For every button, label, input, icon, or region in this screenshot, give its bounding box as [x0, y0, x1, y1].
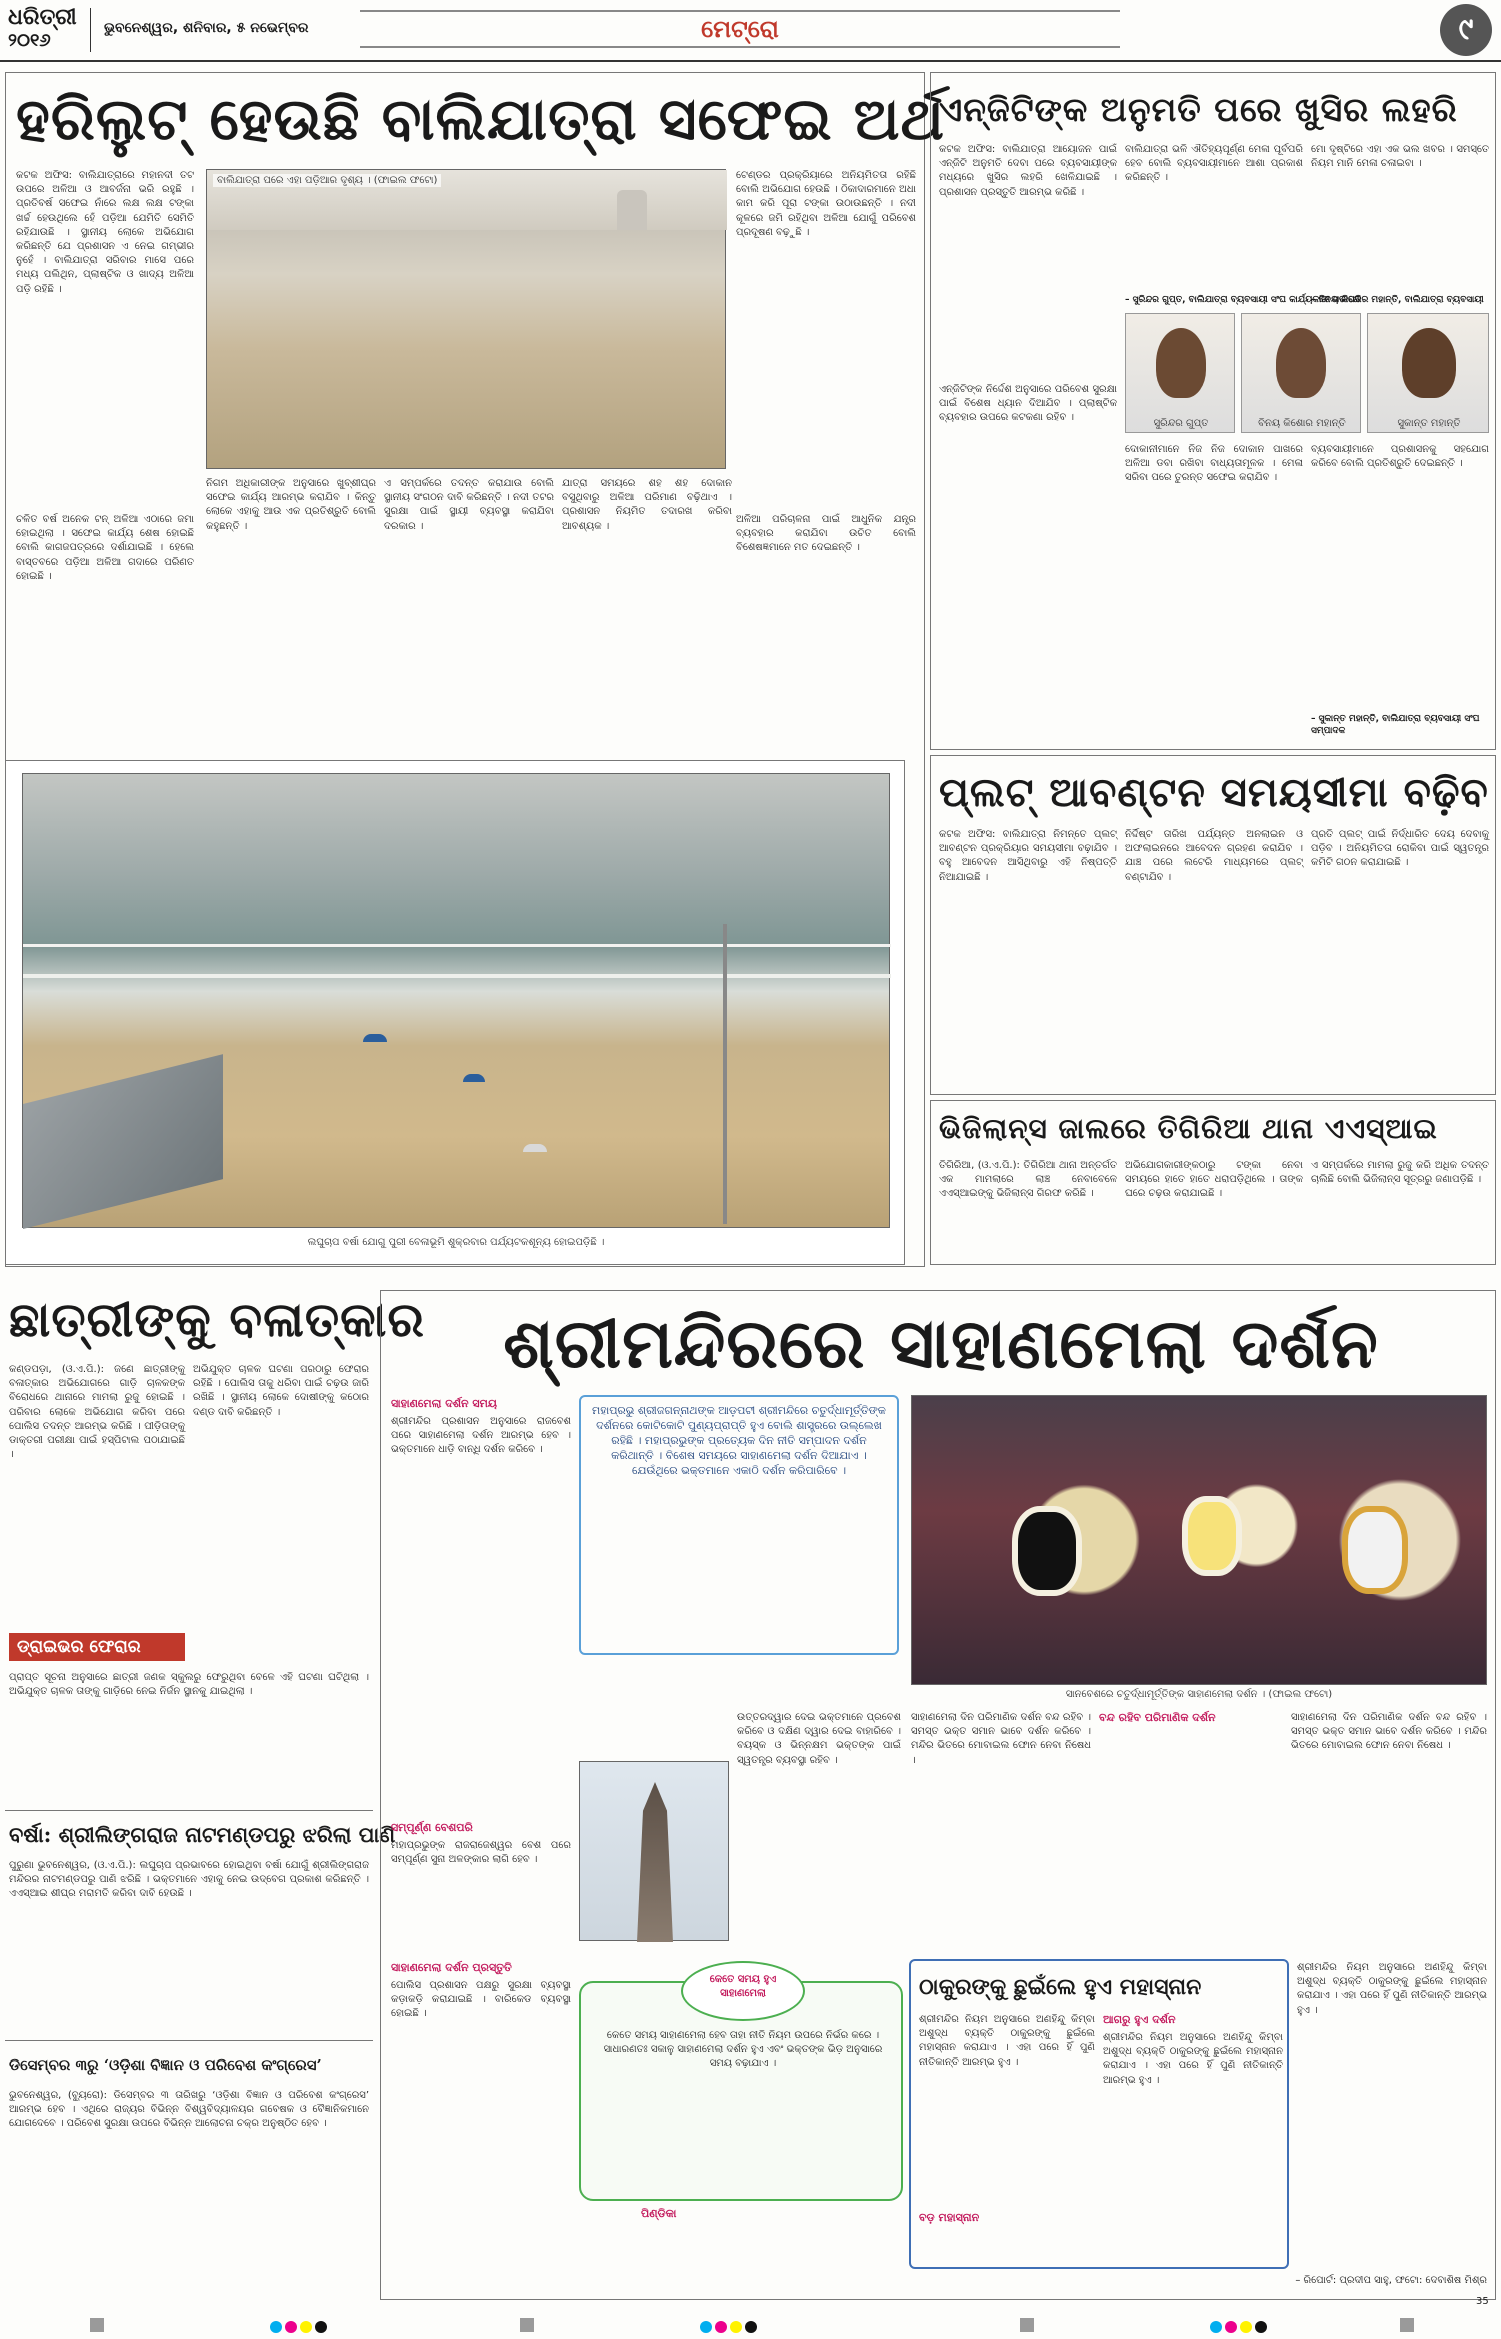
temple-deities-photo — [911, 1395, 1487, 1685]
print-registration-bar — [0, 2312, 1501, 2339]
black-dot-icon — [745, 2321, 757, 2333]
ngt-col2: ବାଲିଯାତ୍ରା ଭଳି ଐତିହ୍ୟପୂର୍ଣ୍ଣ ମେଳା ପୂର୍ବପରି ହେବ ବୋଲି ବ୍ୟବସାୟୀମାନେ ଆଶା ପ୍ରକାଶ କରିଛନ୍ତି । — [1125, 144, 1307, 184]
temple-left-col: ଶ୍ରୀମନ୍ଦିର ପ୍ରଶାସନ ଅନୁସାରେ ରାଜବେଶ ପରେ ସାହାଣମେଲା ଦର୍ଶନ ଆରମ୍ଭ ହେବ । ଭକ୍ତମାନେ ଧାଡ଼ି ବାନ୍ଧି ଦର୍ଶନ କରିବେ । — [391, 1416, 575, 1456]
lead-col4: ନିଗମ ଅଧିକାରୀଙ୍କ ଅନୁସାରେ ଖୁବ୍‌ଶୀଘ୍ର ସଫେଇ କାର୍ଯ୍ୟ ଆରମ୍ଭ କରାଯିବ । କିନ୍ତୁ ଲୋକେ ଏହାକୁ ଆଉ ଏକ ପ୍ରତିଶ୍ରୁତି ବୋଲି କହୁଛନ୍ତି । — [206, 478, 380, 532]
vigilance-headline: ଭିଜିଲାନ୍ସ ଜାଲରେ ତିଗିରିଆ ଥାନା ଏଏସ୍‌ଆଇ — [939, 1112, 1438, 1145]
congress-headline: ଡିସେମ୍ବର ୩ରୁ ‘ଓଡ଼ିଶା ବିଜ୍ଞାନ ଓ ପରିବେଶ କଂଗ୍ରେସ’ — [9, 2056, 322, 2074]
vigilance-col3: ଏ ସମ୍ପର୍କରେ ମାମଲା ରୁଜୁ କରି ଅଧିକ ତଦନ୍ତ ଚାଲିଛି ବୋଲି ଭିଜିଲାନ୍ସ ସୂତ୍ରରୁ ଜଣାପଡ଼ିଛି । — [1311, 1160, 1493, 1186]
temple-kicker-prep: ସାହାଣମେଲା ଦର୍ଶନ ପ୍ରସ୍ତୁତି — [391, 1961, 512, 1974]
lead-col2: ଟେଣ୍ଡର ପ୍ରକ୍ରିୟାରେ ଅନିୟମିତତା ରହିଛି ବୋଲି ଅଭିଯୋଗ ହେଉଛି । ଠିକାଦାରମାନେ ଅଧା କାମ କରି ପୂରା ଟଙ୍କା ଉଠାଉଛନ୍ତି । ନଦୀ କୂଳରେ ଜମି ରହିଥିବା ଅଳିଆ ଯୋଗୁଁ ପରିବେଶ ପ୍ରଦୂଷଣ ବଢ଼ୁଛି । — [736, 170, 920, 238]
mahasnana-headline: ଠାକୁରଙ୍କୁ ଛୁଇଁଲେ ହୁଏ ମହାସ୍ନାନ — [919, 1974, 1202, 2000]
temple-story — [380, 1290, 1496, 2300]
temple-kicker-pindika: ପିଣ୍ଡିକା — [641, 2207, 677, 2220]
temple-kicker-before: ଆଗରୁ ହୁଏ ଦର୍ଶନ — [1103, 2013, 1176, 2026]
ngt-col6: ବ୍ୟବସାୟୀମାନେ ପ୍ରଶାସନକୁ ସହଯୋଗ କରିବେ ବୋଲି ପ୍ରତିଶ୍ରୁତି ଦେଇଛନ୍ତି । — [1311, 444, 1493, 470]
deity-face-icon — [1182, 1496, 1242, 1576]
temple-left-col3: ପୋଲିସ ପ୍ରଶାସନ ପକ୍ଷରୁ ସୁରକ୍ଷା ବ୍ୟବସ୍ଥା କଡ଼ାକଡ଼ି କରାଯାଇଛି । ବାରିକେଡ ବ୍ୟବସ୍ଥା ହୋଇଛି । — [391, 1980, 575, 2020]
logo-text: ଧରିତ୍ରୀ — [8, 4, 77, 30]
masthead-divider — [90, 8, 91, 52]
temple-left-col2: ମହାପ୍ରଭୁଙ୍କ ରାଜରାଜେଶ୍ୱର ବେଶ ପରେ ସମ୍ପୂର୍ଣ୍ଣ ସୁନା ଅଳଙ୍କାର ଲାଗି ହେବ । — [391, 1840, 575, 1866]
logo-year: ୨୦୧୬ — [8, 30, 51, 51]
lead-col7: ଅଳିଆ ପରିଚାଳନା ପାଇଁ ଆଧୁନିକ ଯନ୍ତ୍ର ବ୍ୟବହାର କରାଯିବା ଉଚିତ ବୋଲି ବିଶେଷଜ୍ଞମାନେ ମତ ଦେଇଛନ୍ତି । — [736, 514, 920, 554]
temple-credit: – ରିପୋର୍ଟ: ପ୍ରଦୀପ ସାହୁ, ଫଟୋ: ଦେବାଶିଷ ମିଶ୍ର — [1295, 2275, 1487, 2286]
footer-folio: 35 — [1476, 2296, 1489, 2307]
gray-swatch — [520, 2318, 534, 2332]
vigilance-col2: ଅଭିଯୋଗକାରୀଙ୍କଠାରୁ ଟଙ୍କା ନେବା ସମୟରେ ହାତେ ହାତେ ଧରାପଡ଼ିଥିଲେ । ତାଙ୍କ ଘରେ ଚଢ଼ଉ କରାଯାଇଛି । — [1125, 1160, 1307, 1200]
rain-headline: ବର୍ଷା: ଶ୍ରୀଲିଙ୍ଗରାଜ ନାଟମଣ୍ଡପରୁ ଝରିଲା ପାଣି — [9, 1822, 396, 1847]
landfill-photo-caption: ବାଲିଯାତ୍ରା ପରେ ଏହା ପଡ଼ିଆର ଦୃଶ୍ୟ । (ଫାଇଲ ଫଟୋ) — [213, 174, 441, 187]
temple-right-col: ସାହାଣମେଲା ଦିନ ପରିମାଣିକ ଦର୍ଶନ ବନ୍ଦ ରହିବ । ସମସ୍ତ ଭକ୍ତ ସମାନ ଭାବେ ଦର୍ଶନ କରିବେ । ମନ୍ଦିର ଭିତରେ ମୋବାଇଲ ଫୋନ ନେବା ନିଷେଧ । — [911, 1712, 1095, 1766]
temple-photo-caption: ସାନବେଶରେ ଚତୁର୍ଦ୍ଧାମୂର୍ତ୍ତିଙ୍କ ସାହାଣମେଲା ଦର୍ଶନ । (ଫାଇଲ ଫଟୋ) — [1065, 1689, 1333, 1700]
ngt-col3: ମୋ ଦୃଷ୍ଟିରେ ଏହା ଏକ ଭଲ ଖବର । ସମସ୍ତେ ନିୟମ ମାନି ମେଳା ଚଳାଇବା । — [1311, 144, 1493, 170]
cyan-dot-icon — [1210, 2321, 1222, 2333]
avatar — [1402, 328, 1456, 398]
gray-swatch — [1400, 2318, 1414, 2332]
masthead-logo — [8, 4, 80, 56]
cyan-dot-icon — [700, 2321, 712, 2333]
ngt-col1: କଟକ ଅଫିସ: ବାଲିଯାତ୍ରା ଆୟୋଜନ ପାଇଁ ଏନ୍‌ଜିଟି ଅନୁମତି ଦେବା ପରେ ବ୍ୟବସାୟୀଙ୍କ ମଧ୍ୟରେ ଖୁସିର ଲହରି ଖେଳିଯାଇଛି । ପ୍ରଶାସନ ପ୍ରସ୍ତୁତି ଆରମ୍ଭ କରିଛି । — [939, 144, 1121, 198]
portrait-1 — [1125, 313, 1235, 433]
landfill-photo — [206, 169, 726, 469]
ngt-story — [930, 72, 1496, 750]
dateline: ଭୁବନେଶ୍ୱର, ଶନିବାର, ୫ ନଭେମ୍ବର — [104, 20, 309, 36]
temple-mid-col: ଉତ୍ତରଦ୍ୱାର ଦେଇ ଭକ୍ତମାନେ ପ୍ରବେଶ କରିବେ ଓ ଦକ୍ଷିଣ ଦ୍ୱାର ଦେଇ ବାହାରିବେ । ବୟସ୍କ ଓ ଭିନ୍ନକ୍ଷମ ଭକ୍ତଙ୍କ ପାଇଁ ସ୍ୱତନ୍ତ୍ର ବ୍ୟବସ୍ଥା ରହିବ । — [737, 1712, 905, 1766]
gray-swatch — [1020, 2318, 1034, 2332]
rain-body: ପୁରୁଣା ଭୁବନେଶ୍ୱର, (ଓ.ଏ.ପି.): ଲଘୁଚାପ ପ୍ରଭାବରେ ହୋଇଥିବା ବର୍ଷା ଯୋଗୁଁ ଶ୍ରୀଲିଙ୍ଗରାଜ ମନ୍ଦିରର ନାଟମଣ୍ଡପରୁ ପାଣି ଝରିଛି । ଭକ୍ତମାନେ ଏହାକୁ ନେଇ ଉଦ୍‌ବେଗ ପ୍ରକାଶ କରିଛନ୍ତି । ଏଏସ୍‌ଆଇ ଶୀଘ୍ର ମରାମତି କରିବା ଦାବି ହେଉଛି । — [9, 1860, 373, 1900]
rape-body: କଣ୍ଡପଡ଼ା, (ଓ.ଏ.ପି.): ଜଣେ ଛାତ୍ରୀଙ୍କୁ ବଳାତ୍କାର ଅଭିଯୋଗରେ ଗାଡ଼ି ଚାଳକଙ୍କ ବିରୋଧରେ ଥାନାରେ ମାମଲା ରୁଜୁ ହୋଇଛି । ପରିବାର ଲୋକେ ଅଭିଯୋଗ କରିବା ପରେ ପୋଲିସ ତଦନ୍ତ ଆରମ୍ଭ କରିଛି । ପୀଡ଼ିତାଙ୍କୁ ଡାକ୍ତରୀ ପରୀକ୍ଷା ପାଇଁ ହସ୍ପିଟାଲ ପଠାଯାଇଛି । — [9, 1364, 189, 1461]
mahasnana-body2: ଶ୍ରୀମନ୍ଦିର ନିୟମ ଅନୁସାରେ ଅଣହିନ୍ଦୁ କିମ୍ବା ଅଶୁଦ୍ଧ ବ୍ୟକ୍ତି ଠାକୁରଙ୍କୁ ଛୁଇଁଲେ ମହାସ୍ନାନ କରାଯାଏ । ଏହା ପରେ ହିଁ ପୁଣି ନୀତିକାନ୍ତି ଆରମ୍ଭ ହୁଏ । — [1103, 2032, 1287, 2086]
avatar — [1156, 328, 1206, 398]
temple-kicker-big-bath: ବଡ଼ ମହାସ୍ନାନ — [919, 2211, 980, 2224]
quote-2: – ବିନୟ କିଶୋର ମହାନ୍ତି, ବାଲିଯାତ୍ରା ବ୍ୟବସାୟୀ — [1311, 295, 1484, 305]
duration-box-title: କେତେ ସମୟ ହୁଏ ସାହାଣମେଲା — [709, 1974, 777, 1999]
lead-col3: ଚଳିତ ବର୍ଷ ଅନେକ ଟନ୍‌ ଅଳିଆ ଏଠାରେ ଜମା ହୋଇଥିଲା । ସଫେଇ କାର୍ଯ୍ୟ ଶେଷ ହୋଇଛି ବୋଲି କାଗଜପତ୍ରରେ ଦର୍ଶାଯାଇଛି । ହେଲେ ବାସ୍ତବରେ ପଡ଼ିଆ ଅଳିଆ ଗଦାରେ ପରିଣତ ହୋଇଛି । — [16, 514, 198, 582]
portrait-1-name: ସୁରିନ୍ଦର ଗୁପ୍ତ — [1153, 418, 1209, 429]
temple-headline: ଶ୍ରୀମନ୍ଦିରରେ ସାହାଣମେଲା ଦର୍ଶନ — [503, 1304, 1379, 1384]
umbrella-icon — [363, 1034, 387, 1042]
beach-photo-block — [5, 760, 905, 1265]
masthead — [0, 0, 1501, 62]
rain-story — [5, 1810, 396, 2040]
mahasnana-body: ଶ୍ରୀମନ୍ଦିର ନିୟମ ଅନୁସାରେ ଅଣହିନ୍ଦୁ କିମ୍ବା ଅଶୁଦ୍ଧ ବ୍ୟକ୍ତି ଠାକୁରଙ୍କୁ ଛୁଇଁଲେ ମହାସ୍ନାନ କରାଯାଏ । ଏହା ପରେ ହିଁ ପୁଣି ନୀତିକାନ୍ତି ଆରମ୍ଭ ହୁଏ । — [919, 2014, 1099, 2068]
quote-1: – ସୁରିନ୍ଦର ଗୁପ୍ତ, ବାଲିଯାତ୍ରା ବ୍ୟବସାୟୀ ସଂଘ କାର୍ଯ୍ୟକାରୀ ସଭାପତି — [1125, 295, 1362, 305]
umbrella-icon — [523, 1144, 547, 1152]
plot-col2: ନିର୍ଦ୍ଦିଷ୍ଟ ତାରିଖ ପର୍ଯ୍ୟନ୍ତ ଅନଲାଇନ ଓ ଅଫଲାଇନରେ ଆବେଦନ ଗ୍ରହଣ କରାଯିବ । ଯାଞ୍ଚ ପରେ ଲଟେରି ମାଧ୍ୟମରେ ପ୍ଲଟ୍‌ ବଣ୍ଟାଯିବ । — [1125, 829, 1303, 883]
cmyk-dots — [270, 2318, 330, 2337]
cmyk-dots — [1210, 2318, 1270, 2337]
temple-intro-text: ମହାପ୍ରଭୁ ଶ୍ରୀଜଗନ୍ନାଥଙ୍କ ଆଡ଼ପଟୀ ଶ୍ରୀମନ୍ଦିରେ ଚତୁର୍ଦ୍ଧାମୂର୍ତ୍ତିଙ୍କ ଦର୍ଶନରେ କୋଟିକୋଟି ପୁଣ୍ୟପ୍ରାପ୍ତି ହୁଏ ବୋଲି ଶାସ୍ତ୍ରରେ ଉଲ୍ଲେଖ ରହିଛି । ମହାପ୍ରଭୁଙ୍କ ପ୍ରତ୍ୟେକ ଦିନ ନୀତି ସମ୍ପାଦନ ଦର୍ଶନ କରିଥାନ୍ତି । ବିଶେଷ ସମୟରେ ସାହାଣମେଲା ଦର୍ଶନ ଦିଆଯାଏ । ଯେଉଁଥିରେ ଭକ୍ତମାନେ ଏକାଠି ଦର୍ଶନ କରିପାରିବେ । — [592, 1404, 890, 1477]
gray-swatch — [90, 2318, 104, 2332]
duration-box-title-badge — [681, 1961, 805, 2021]
wave-line — [23, 944, 891, 947]
portrait-3 — [1367, 313, 1489, 433]
temple-silhouette-icon — [617, 190, 647, 230]
rape-body3: ପ୍ରାପ୍ତ ସୂଚନା ଅନୁସାରେ ଛାତ୍ରୀ ଜଣକ ସ୍କୁଲରୁ ଫେରୁଥିବା ବେଳେ ଏହି ଘଟଣା ଘଟିଥିଲା । ଅଭିଯୁକ୍ତ ଚାଳକ ତାଙ୍କୁ ଗାଡ଼ିରେ ନେଇ ନିର୍ଜନ ସ୍ଥାନକୁ ଯାଇଥିଲା । — [9, 1672, 373, 1698]
congress-story — [5, 2040, 373, 2298]
vigilance-story — [930, 1100, 1496, 1265]
lead-headline: ହରିଲୁଟ୍‌ ହେଉଛି ବାଲିଯାତ୍ରା ସଫେଇ ଅର୍ଥ — [16, 85, 945, 153]
beach-photo — [22, 773, 890, 1228]
rape-headline: ଛାତ୍ରୀଙ୍କୁ ବଳାତ୍କାର — [9, 1292, 425, 1348]
driver-absconding-label: ଡ୍ରାଇଭର ଫେରାର — [9, 1633, 185, 1661]
magenta-dot-icon — [1225, 2321, 1237, 2333]
duration-box — [579, 1974, 903, 2201]
lead-col6: ଯାତ୍ରା ସମୟରେ ଶହ ଶହ ଦୋକାନ ବସୁଥିବାରୁ ଅଳିଆ ପରିମାଣ ବଢ଼ିଥାଏ । ପ୍ରଶାସନ ନିୟମିତ ତଦାରଖ କରିବା ଆବଶ୍ୟକ । — [562, 478, 736, 532]
magenta-dot-icon — [715, 2321, 727, 2333]
temple-right-col3: ଶ୍ରୀମନ୍ଦିର ନିୟମ ଅନୁସାରେ ଅଣହିନ୍ଦୁ କିମ୍ବା ଅଶୁଦ୍ଧ ବ୍ୟକ୍ତି ଠାକୁରଙ୍କୁ ଛୁଇଁଲେ ମହାସ୍ନାନ କରାଯାଏ । ଏହା ପରେ ହିଁ ପୁଣି ନୀତିକାନ୍ତି ଆରମ୍ଭ ହୁଏ । — [1297, 1962, 1491, 2016]
promenade — [23, 1054, 223, 1229]
cyan-dot-icon — [270, 2321, 282, 2333]
temple-right-col2: ସାହାଣମେଲା ଦିନ ପରିମାଣିକ ଦର୍ଶନ ବନ୍ଦ ରହିବ । ସମସ୍ତ ଭକ୍ତ ସମାନ ଭାବେ ଦର୍ଶନ କରିବେ । ମନ୍ଦିର ଭିତରେ ମୋବାଇଲ ଫୋନ ନେବା ନିଷେଧ । — [1291, 1712, 1491, 1752]
lead-col5: ଏ ସମ୍ପର୍କରେ ତଦନ୍ତ କରାଯାଉ ବୋଲି ସ୍ଥାନୀୟ ସଂଗଠନ ଦାବି କରିଛନ୍ତି । ନଦୀ ତଟର ସୁରକ୍ଷା ପାଇଁ ସ୍ଥାୟୀ ବ୍ୟବସ୍ଥା କରାଯିବା ଦରକାର । — [384, 478, 558, 532]
black-dot-icon — [315, 2321, 327, 2333]
yellow-dot-icon — [1240, 2321, 1252, 2333]
plot-col3: ପ୍ରତି ପ୍ଲଟ୍‌ ପାଇଁ ନିର୍ଦ୍ଧାରିତ ଦେୟ ଦେବାକୁ ପଡ଼ିବ । ଅନିୟମିତତା ରୋକିବା ପାଇଁ ସ୍ୱତନ୍ତ୍ର କମିଟି ଗଠନ କରାଯାଇଛି । — [1311, 829, 1493, 869]
temple-kicker-time: ସାହାଣମେଲା ଦର୍ଶନ ସମୟ — [391, 1397, 497, 1410]
magenta-dot-icon — [285, 2321, 297, 2333]
portrait-2 — [1241, 313, 1361, 433]
plot-col1: କଟକ ଅଫିସ: ବାଲିଯାତ୍ରା ନିମନ୍ତେ ପ୍ଲଟ୍‌ ଆବଣ୍ଟନ ପ୍ରକ୍ରିୟାର ସମୟସୀମା ବଢ଼ାଯିବ । ବହୁ ଆବେଦନ ଆସିଥିବାରୁ ଏହି ନିଷ୍ପତ୍ତି ନିଆଯାଇଛି । — [939, 829, 1117, 883]
vigilance-col1: ତିଗିରିଆ, (ଓ.ଏ.ପି.): ତିଗିରିଆ ଥାନା ଅନ୍ତର୍ଗତ ଏକ ମାମଲାରେ ଲାଞ୍ଚ ନେବାବେଳେ ଏଏସ୍‌ଆଇଙ୍କୁ ଭିଜିଲାନ୍ସ ଗିରଫ କରିଛି । — [939, 1160, 1121, 1200]
page-number: ୯ — [1458, 12, 1474, 47]
mahasnana-box — [909, 1959, 1289, 2269]
ngt-col5: ଦୋକାନୀମାନେ ନିଜ ନିଜ ଦୋକାନ ପାଖରେ ଅଳିଆ ଡବା ରଖିବା ବାଧ୍ୟତାମୂଳକ । ମେଳା ସରିବା ପରେ ତୁରନ୍ତ ସଫେଇ କରାଯିବ । — [1125, 444, 1307, 484]
avatar — [1276, 328, 1326, 398]
cmyk-dots — [700, 2318, 760, 2337]
black-dot-icon — [1255, 2321, 1267, 2333]
wave-line — [23, 974, 891, 978]
plot-headline: ପ୍ଲଟ୍‌ ଆବଣ୍ଟନ ସମୟସୀମା ବଢ଼ିବ — [939, 769, 1489, 816]
temple-kicker-complete: ସମ୍ପୂର୍ଣ୍ଣ ବେଶପରି — [391, 1821, 473, 1834]
portrait-2-name: ବିନୟ କିଶୋର ମହାନ୍ତି — [1258, 418, 1346, 429]
yellow-dot-icon — [300, 2321, 312, 2333]
spire-icon — [625, 1782, 685, 1942]
duration-box-text: କେତେ ସମୟ ସାହାଣମେଲା ହେବ ତାହା ନୀତି ନିୟମ ଉପରେ ନିର୍ଭର କରେ । ସାଧାରଣତଃ ସକାଳୁ ସାହାଣମେଲା ଦର୍ଶନ ହୁଏ ଏବଂ ଭକ୍ତଙ୍କ ଭିଡ଼ ଅନୁସାରେ ସମୟ ବଢ଼ାଯାଏ । — [603, 2030, 886, 2070]
lamp-post-icon — [723, 924, 727, 1224]
section-title: ମେଟ୍ରୋ — [701, 15, 779, 43]
umbrella-icon — [463, 1074, 485, 1082]
rape-body2: ଅଭିଯୁକ୍ତ ଚାଳକ ଘଟଣା ପରଠାରୁ ଫେରାର ରହିଛି । ପୋଲିସ ତାକୁ ଧରିବା ପାଇଁ ଚଢ଼ଉ ଜାରି ରଖିଛି । ସ୍ଥାନୀୟ ଲୋକେ ଦୋଷୀଙ୍କୁ କଠୋର ଦଣ୍ଡ ଦାବି କରିଛନ୍ତି । — [193, 1364, 373, 1418]
lead-col1: କଟକ ଅଫିସ: ବାଲିଯାତ୍ରାରେ ମହାନଦୀ ତଟ ଉପରେ ଅଳିଆ ଓ ଆବର୍ଜନା ଭରି ରହୁଛି । ପ୍ରତିବର୍ଷ ସଫେଇ ନାଁରେ ଲକ୍ଷ ଲକ୍ଷ ଟଙ୍କା ଖର୍ଚ୍ଚ ହେଉଥିଲେ ହେଁ ପଡ଼ିଆ ଯେମିତି ସେମିତି ରହିଯାଉଛି । ସ୍ଥାନୀୟ ଲୋକେ ଅଭିଯୋଗ କରିଛନ୍ତି ଯେ ପ୍ରଶାସନ ଏ ନେଇ ଗମ୍ଭୀର ନୁହେଁ । ବାଲିଯାତ୍ରା ସରିବାର ମାସେ ପରେ ମଧ୍ୟ ପଲିଥିନ, ପ୍ଲାଷ୍ଟିକ ଓ ଖାଦ୍ୟ ଅଳିଆ ପଡ଼ି ରହିଛି । — [16, 170, 198, 295]
temple-kicker-closed: ବନ୍ଦ ରହିବ ପରିମାଣିକ ଦର୍ଶନ — [1099, 1711, 1216, 1724]
yellow-dot-icon — [730, 2321, 742, 2333]
beach-photo-caption: ଲଘୁଚାପ ବର୍ଷା ଯୋଗୁ ପୁରୀ ବେଳାଭୂମି ଶୁକ୍ରବାର ପର୍ଯ୍ୟଟକଶୂନ୍ୟ ହୋଇପଡ଼ିଛି । — [307, 1237, 605, 1248]
temple-spire-photo — [579, 1761, 729, 1941]
deity-face-icon — [1342, 1506, 1408, 1594]
congress-body: ଭୁବନେଶ୍ୱର, (ବ୍ୟୁରୋ): ଡିସେମ୍ବର ୩ ତାରିଖରୁ ‘ଓଡ଼ିଶା ବିଜ୍ଞାନ ଓ ପରିବେଶ କଂଗ୍ରେସ’ ଆରମ୍ଭ ହେବ । ଏଥିରେ ରାଜ୍ୟର ବିଭିନ୍ନ ବିଶ୍ୱବିଦ୍ୟାଳୟର ଗବେଷକ ଓ ବୈଜ୍ଞାନିକମାନେ ଯୋଗଦେବେ । ପରିବେଶ ସୁରକ୍ଷା ଉପରେ ବିଭିନ୍ନ ଆଲୋଚନା ଚକ୍ର ଅନୁଷ୍ଠିତ ହେବ । — [9, 2090, 373, 2130]
plot-story — [930, 755, 1496, 1095]
quote-3: – ସୁକାନ୍ତ ମହାନ୍ତି, ବାଲିଯାତ୍ରା ବ୍ୟବସାୟୀ ସଂଘ ସମ୍ପାଦକ — [1311, 714, 1480, 736]
portrait-3-name: ସୁକାନ୍ତ ମହାନ୍ତି — [1397, 418, 1461, 429]
ngt-col4: ଏନ୍‌ଜିଟିଙ୍କ ନିର୍ଦ୍ଦେଶ ଅନୁସାରେ ପରିବେଶ ସୁରକ୍ଷା ପାଇଁ ବିଶେଷ ଧ୍ୟାନ ଦିଆଯିବ । ପ୍ଲାଷ୍ଟିକ ବ୍ୟବହାର ଉପରେ କଟକଣା ରହିବ । — [939, 384, 1121, 424]
ngt-headline: ଏନ୍‌ଜିଟିଙ୍କ ଅନୁମତି ପରେ ଖୁସିର ଲହରି — [939, 90, 1458, 129]
page-number-badge — [1440, 4, 1492, 56]
section-banner — [360, 10, 1120, 48]
temple-intro-box — [579, 1395, 899, 1655]
deity-face-icon — [1012, 1506, 1082, 1596]
rape-story — [5, 1285, 425, 1805]
